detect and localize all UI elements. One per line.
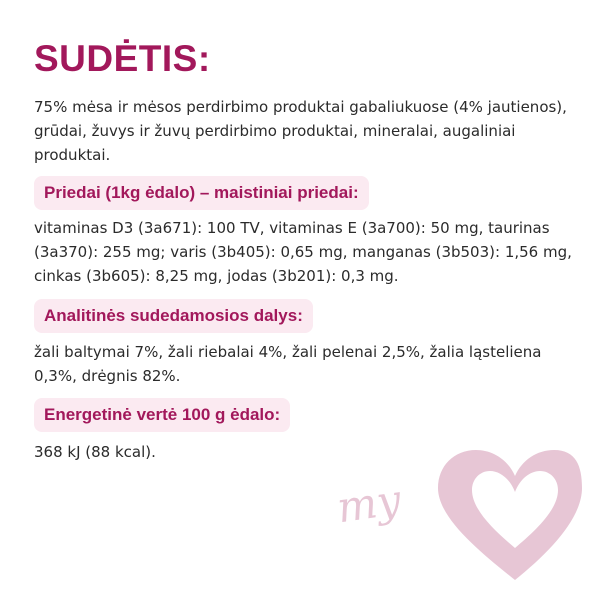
- composition-text: 75% mėsa ir mėsos perdirbimo produktai gabaliukuose (4% jautienos), grūdai, žuvys ir žuvų perdirbimo produktai, mineralai, augaliniai produktai.: [34, 98, 567, 164]
- brand-logo: [330, 430, 590, 600]
- energy-text: 368 kJ (88 kcal).: [34, 443, 156, 461]
- additives-heading: Priedai (1kg ėdalo) – maistiniai priedai:: [34, 176, 369, 210]
- analytical-heading: Analitinės sudedamosios dalys:: [34, 299, 313, 333]
- brand-logo-graphic: [330, 430, 590, 600]
- analytical-text: žali baltymai 7%, žali riebalai 4%, žali pelenai 2,5%, žalia ląsteliena 0,3%, drėgnis 82%.: [34, 343, 542, 385]
- page-title: SUDĖTIS:: [34, 38, 211, 79]
- heart-icon: [438, 450, 582, 580]
- energy-heading: Energetinė vertė 100 g ėdalo:: [34, 398, 290, 432]
- additives-text: vitaminas D3 (3a671): 100 TV, vitaminas E (3a700): 50 mg, taurinas (3a370): 255 mg; varis (3b405): 0,65 mg, manganas (3b503): 1,56 mg, cinkas (3b605): 8,25 mg, jodas (3b201): 0,3 mg.: [34, 219, 572, 285]
- logo-word: my: [333, 474, 404, 533]
